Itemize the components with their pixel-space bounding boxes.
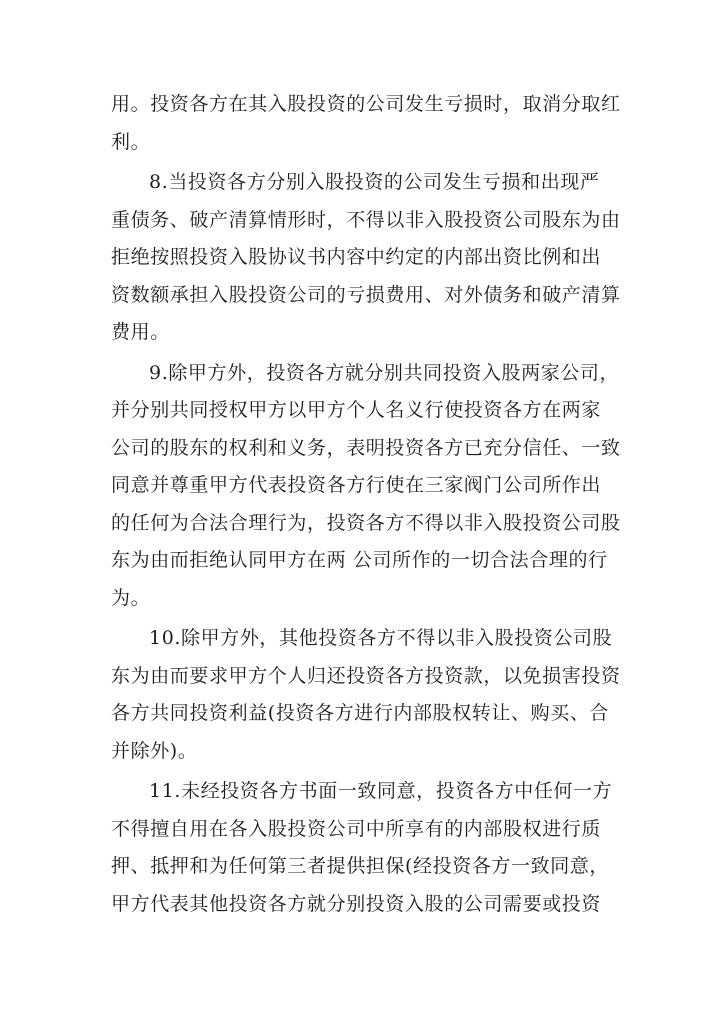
- text-line: 11.未经投资各方书面一致同意，投资各方中任何一方: [149, 780, 613, 802]
- paragraph-clause-9: [111, 355, 621, 618]
- text-line: 费用。: [111, 321, 170, 343]
- text-line: 不得擅自用在各入股投资公司中所享有的内部股权进行质: [111, 817, 602, 840]
- text-line: 的任何为合法合理行为，投资各方不得以非入股投资公司股: [111, 511, 621, 534]
- text-line: 为。: [111, 586, 151, 609]
- text-line: 9.除甲方外，投资各方就分别共同投资入股两家公司，: [149, 361, 620, 384]
- text-line: 资数额承担入股投资公司的亏损费用、对外债务和破产清算: [111, 283, 621, 306]
- text-line: 利。: [111, 130, 151, 153]
- paragraph-clause-11: [111, 773, 616, 923]
- paragraph-continuation: [111, 86, 621, 161]
- text-line: 公司的股东的权利和义务，表明投资各方已充分信任、一致: [111, 436, 621, 459]
- text-line: 用。投资各方在其入股投资的公司发生亏损时，取消分取红: [111, 93, 621, 115]
- text-line: 8.当投资各方分别入股投资的公司发生亏损和出现严: [149, 171, 600, 193]
- text-line: 10.除甲方外，其他投资各方不得以非入股投资公司股: [149, 627, 613, 649]
- text-line: 东为由而要求甲方个人归还投资各方投资款，以免损害投资: [111, 664, 621, 687]
- text-line: 拒绝按照投资入股协议书内容中约定的内部出资比例和出: [111, 246, 602, 268]
- text-line: 并除外)。: [111, 739, 198, 762]
- paragraph-clause-8: [111, 164, 621, 352]
- text-line: 各方共同投资利益(投资各方进行内部股权转让、购买、合: [111, 702, 610, 724]
- text-line: 东为由而拒绝认同甲方在两 公司所作的一切合法合理的行: [111, 549, 608, 571]
- text-line: 押、抵押和为任何第三者提供担保(经投资各方一致同意，: [111, 855, 610, 877]
- text-line: 甲方代表其他投资各方就分别投资入股的公司需要或投资: [111, 892, 602, 915]
- paragraph-clause-10: [111, 620, 621, 770]
- document-page: [111, 86, 621, 923]
- text-line: 重债务、破产清算情形时，不得以非入股投资公司股东为由: [111, 208, 621, 231]
- text-line: 并分别共同授权甲方以甲方个人名义行使投资各方在两家: [111, 399, 602, 421]
- text-line: 同意并尊重甲方代表投资各方行使在三家阀门公司所作出: [111, 474, 602, 496]
